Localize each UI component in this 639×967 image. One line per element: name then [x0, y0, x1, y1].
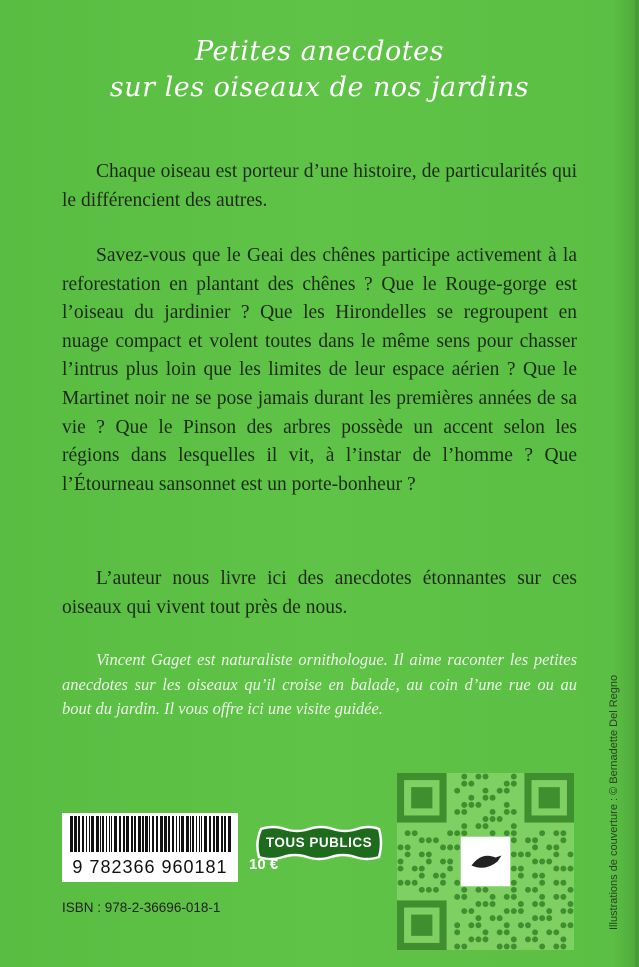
barcode-bar	[86, 816, 87, 852]
title-line-1: Petites anecdotes	[195, 36, 444, 67]
qr-module	[412, 880, 418, 886]
qr-module	[504, 922, 510, 928]
qr-module	[511, 943, 517, 949]
qr-module	[553, 851, 559, 857]
qr-module	[546, 929, 552, 935]
barcode-bar	[114, 816, 117, 852]
barcode-bar	[196, 816, 197, 852]
qr-module	[560, 922, 566, 928]
qr-module	[461, 894, 467, 900]
qr-module	[532, 936, 538, 942]
barcode-bar	[109, 816, 110, 852]
qr-module	[419, 851, 425, 857]
qr-module	[468, 781, 474, 787]
qr-module	[398, 859, 404, 865]
title-line-2: sur les oiseaux de nos jardins	[109, 72, 530, 103]
barcode-bar	[102, 816, 104, 852]
qr-module	[567, 851, 573, 857]
barcode-bar	[213, 816, 215, 852]
qr-module	[539, 873, 545, 879]
qr-code	[397, 773, 574, 950]
qr-module	[483, 929, 489, 935]
qr-module	[475, 936, 481, 942]
qr-module	[511, 823, 517, 829]
price: 10 €	[249, 856, 279, 873]
qr-module	[398, 866, 404, 872]
qr-module	[490, 816, 496, 822]
qr-module	[426, 859, 432, 865]
qr-module	[454, 922, 460, 928]
qr-module	[419, 866, 425, 872]
qr-module	[560, 837, 566, 843]
qr-module	[461, 809, 467, 815]
qr-module	[475, 774, 481, 780]
qr-module	[525, 887, 531, 893]
qr-module	[539, 901, 545, 907]
intro-paragraph: Chaque oiseau est porteur d’une histoire, de particularités qui le différencient des autres.	[62, 161, 577, 211]
qr-module	[539, 894, 545, 900]
qr-module	[405, 830, 411, 836]
qr-module	[497, 816, 503, 822]
barcode-bar	[160, 816, 163, 852]
barcode-bar	[123, 816, 125, 852]
qr-module	[490, 830, 496, 836]
qr-module	[532, 887, 538, 893]
barcode-bar	[138, 816, 141, 852]
qr-module	[497, 915, 503, 921]
barcode-bar	[70, 816, 73, 852]
qr-module	[454, 929, 460, 935]
barcode-bar	[179, 816, 180, 852]
qr-module	[539, 880, 545, 886]
qr-module	[553, 880, 559, 886]
qr-module	[447, 866, 453, 872]
qr-module	[461, 823, 467, 829]
qr-module	[567, 908, 573, 914]
qr-module	[412, 866, 418, 872]
qr-module	[426, 851, 432, 857]
qr-module	[539, 915, 545, 921]
barcode-bar	[192, 816, 194, 852]
qr-finder	[411, 915, 432, 936]
barcode-bar	[96, 816, 99, 852]
qr-module	[440, 859, 446, 865]
qr-module	[560, 936, 566, 942]
barcode-bar	[224, 816, 226, 852]
barcode-bar	[181, 816, 184, 852]
qr-module	[546, 844, 552, 850]
qr-module	[497, 943, 503, 949]
qr-module	[398, 844, 404, 850]
qr-module	[553, 830, 559, 836]
barcode-bar	[199, 816, 200, 852]
qr-module	[468, 936, 474, 942]
barcode-digits: 9 782366 960181	[62, 852, 238, 882]
qr-finder	[539, 787, 560, 808]
qr-module	[398, 880, 404, 886]
audience-badge: TOUS PUBLICS	[265, 835, 373, 850]
qr-module	[426, 887, 432, 893]
qr-module	[504, 781, 510, 787]
qr-module	[532, 844, 538, 850]
qr-module	[504, 929, 510, 935]
qr-module	[511, 851, 517, 857]
qr-module	[532, 901, 538, 907]
barcode-bar	[91, 816, 94, 852]
qr-module	[553, 929, 559, 935]
barcode-bars	[62, 813, 238, 853]
qr-module	[511, 774, 517, 780]
qr-module	[440, 873, 446, 879]
qr-module	[454, 788, 460, 794]
qr-module	[483, 936, 489, 942]
closing-paragraph: L’auteur nous livre ici des anecdotes étonnantes sur ces oiseaux qui vivent tout près de nous.	[62, 568, 577, 618]
qr-module	[461, 781, 467, 787]
qr-module	[504, 908, 510, 914]
qr-module	[553, 894, 559, 900]
qr-module	[518, 866, 524, 872]
qr-module	[511, 809, 517, 815]
qr-module	[511, 894, 517, 900]
barcode-bar	[176, 816, 177, 852]
qr-module	[454, 894, 460, 900]
qr-module	[560, 894, 566, 900]
qr-module	[567, 866, 573, 872]
qr-module	[560, 943, 566, 949]
qr-module	[525, 922, 531, 928]
qr-module	[518, 873, 524, 879]
qr-module	[440, 880, 446, 886]
qr-module	[433, 873, 439, 879]
qr-module	[553, 866, 559, 872]
qr-module	[490, 795, 496, 801]
qr-module	[539, 943, 545, 949]
barcode-bar	[142, 816, 144, 852]
qr-module	[511, 887, 517, 893]
qr-module	[475, 915, 481, 921]
qr-module	[497, 929, 503, 935]
qr-module	[546, 915, 552, 921]
qr-module	[419, 873, 425, 879]
barcode-bar	[201, 816, 202, 852]
qr-module	[454, 809, 460, 815]
qr-module	[447, 844, 453, 850]
barcode-bar	[134, 816, 136, 852]
qr-finder	[411, 787, 432, 808]
qr-module	[504, 809, 510, 815]
qr-module	[447, 830, 453, 836]
qr-module	[461, 802, 467, 808]
qr-module	[553, 844, 559, 850]
barcode-bar	[74, 816, 77, 852]
qr-module	[490, 809, 496, 815]
qr-module	[546, 859, 552, 865]
qr-module	[525, 936, 531, 942]
qr-module	[475, 922, 481, 928]
qr-module	[504, 788, 510, 794]
qr-module	[490, 901, 496, 907]
barcode-bar	[119, 816, 121, 852]
barcode-bar	[168, 816, 170, 852]
barcode-bar	[186, 816, 189, 852]
qr-module	[447, 859, 453, 865]
qr-module	[560, 908, 566, 914]
qr-module	[454, 830, 460, 836]
qr-module	[475, 887, 481, 893]
qr-module	[461, 887, 467, 893]
qr-module	[567, 887, 573, 893]
qr-module	[504, 894, 510, 900]
qr-module	[560, 830, 566, 836]
qr-module	[454, 880, 460, 886]
qr-module	[511, 880, 517, 886]
barcode-bar	[78, 816, 80, 852]
qr-module	[461, 830, 467, 836]
barcode-bar	[209, 816, 211, 852]
qr-module	[405, 851, 411, 857]
qr-module	[461, 774, 467, 780]
qr-module	[490, 894, 496, 900]
qr-module	[483, 823, 489, 829]
qr-module	[546, 908, 552, 914]
barcode-bar	[228, 816, 231, 852]
barcode-bar	[149, 816, 150, 852]
qr-module	[560, 866, 566, 872]
qr-module	[567, 901, 573, 907]
qr-module	[497, 788, 503, 794]
barcode-bar	[204, 816, 207, 852]
qr-module	[532, 873, 538, 879]
qr-module	[504, 802, 510, 808]
qr-module	[525, 851, 531, 857]
barcode-bar	[106, 816, 107, 852]
qr-module	[532, 859, 538, 865]
barcode-bar	[190, 816, 191, 852]
qr-module	[525, 837, 531, 843]
qr-module	[483, 774, 489, 780]
qr-module	[518, 908, 524, 914]
qr-module	[504, 943, 510, 949]
qr-module	[511, 908, 517, 914]
qr-module	[468, 795, 474, 801]
qr-module	[468, 922, 474, 928]
qr-module	[475, 802, 481, 808]
qr-module	[518, 851, 524, 857]
qr-module	[433, 887, 439, 893]
qr-module	[490, 915, 496, 921]
qr-module	[567, 922, 573, 928]
qr-module	[426, 837, 432, 843]
qr-module	[532, 915, 538, 921]
qr-module	[454, 943, 460, 949]
qr-module	[405, 880, 411, 886]
barcode-bar	[111, 816, 112, 852]
barcode-bar	[89, 816, 90, 852]
author-bio: Vincent Gaget est naturaliste ornithologue. Il aime raconter les petites anecdotes sur les oiseaux qu’il croise en balade, au coin d’une rue ou au bout du jardin. Il vous offre ici une visite guidée.	[62, 650, 577, 719]
qr-module	[511, 781, 517, 787]
barcode-bar	[126, 816, 129, 852]
isbn: ISBN : 978-2-36696-018-1	[62, 900, 221, 915]
qr-module	[511, 936, 517, 942]
cover-edge	[635, 0, 639, 967]
qr-module	[454, 844, 460, 850]
qr-module	[483, 795, 489, 801]
qr-module	[483, 788, 489, 794]
qr-module	[468, 802, 474, 808]
qr-module	[518, 901, 524, 907]
qr-module	[511, 866, 517, 872]
qr-module	[461, 943, 467, 949]
qr-module	[518, 922, 524, 928]
qr-module	[483, 816, 489, 822]
qr-module	[419, 887, 425, 893]
qr-module	[539, 830, 545, 836]
barcode-bar	[221, 816, 223, 852]
qr-module	[475, 901, 481, 907]
qr-module	[553, 943, 559, 949]
barcode-bar	[131, 816, 133, 852]
barcode-bar	[216, 816, 219, 852]
qr-module	[511, 837, 517, 843]
qr-module	[412, 830, 418, 836]
qr-module	[560, 880, 566, 886]
barcode-bar	[164, 816, 167, 852]
qr-module	[511, 830, 517, 836]
qr-module	[433, 837, 439, 843]
qr-module	[461, 908, 467, 914]
qr-module	[475, 823, 481, 829]
qr-module	[468, 908, 474, 914]
qr-module	[419, 837, 425, 843]
barcode-bar	[145, 816, 148, 852]
qr-module	[440, 844, 446, 850]
barcode-bar	[82, 816, 84, 852]
barcode-bar	[152, 816, 154, 852]
questions-paragraph: Savez-vous que le Geai des chênes participe activement à la reforestation en plantant des chênes ? Que le Rouge-gorge est l’oiseau du jardinier ? Que les Hirondelles se regroupent en nuage compact et volent toutes dans le même sens pour chasser l’intrus plus loin que les limites de leur espace aérien ? Que le Martinet noir ne se pose jamais durant les premières années de sa vie ? Que le Pinson des arbres possède un accent selon les régions dans lesquelles il vit, à l’instar de l’homme ? Que l’Étourneau sansonnet est un porte-bonheur ?	[62, 245, 577, 495]
qr-module	[483, 901, 489, 907]
qr-module	[504, 830, 510, 836]
barcode-bar	[172, 816, 174, 852]
qr-module	[539, 859, 545, 865]
barcode-bar	[100, 816, 101, 852]
barcode-bar	[156, 816, 158, 852]
qr-module	[405, 844, 411, 850]
illustration-credit: Illustrations de couverture : © Bernadette Del Regno	[608, 674, 620, 930]
qr-module	[532, 837, 538, 843]
qr-module	[483, 887, 489, 893]
qr-module	[532, 929, 538, 935]
